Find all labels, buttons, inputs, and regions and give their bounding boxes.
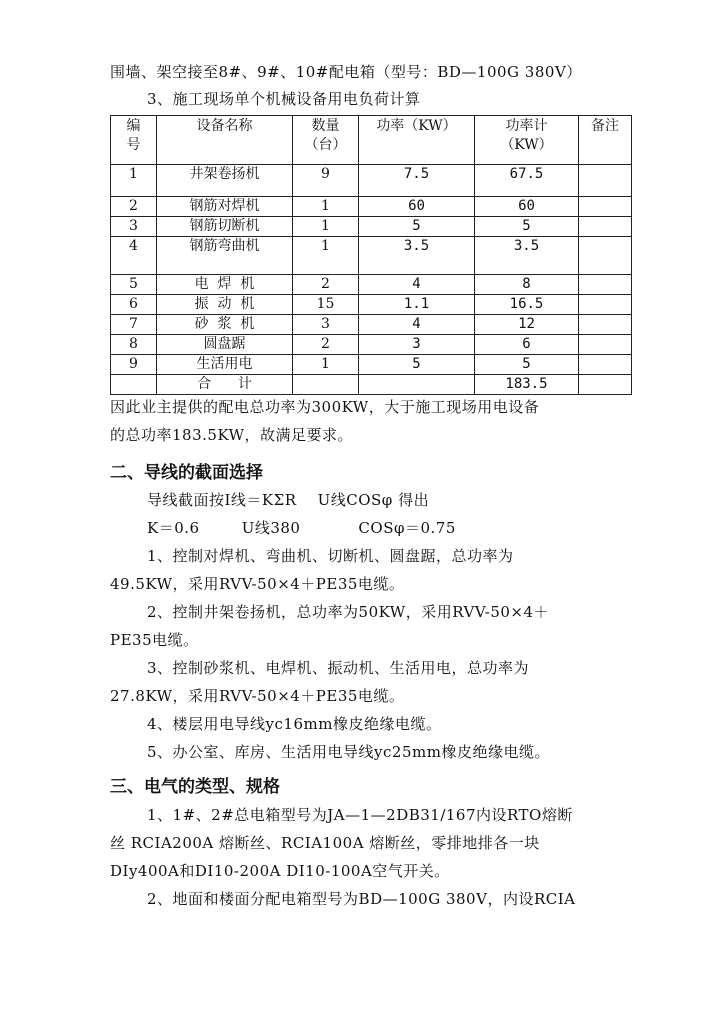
section-3-heading: 三、电气的类型、规格 <box>110 777 280 797</box>
item-2-line-2: PE35电缆。 <box>110 631 199 649</box>
item-4-line: 4、楼层用电导线yc16mm橡皮绝缘电缆。 <box>147 715 442 733</box>
item-3-line-1: 3、控制砂浆机、电焊机、振动机、生活用电，总功率为 <box>147 659 530 677</box>
section-2-heading: 二、导线的截面选择 <box>110 463 263 483</box>
intro-line-1: 围墙、架空接至8#、9#、10#配电箱（型号：BD—100G 380V） <box>110 63 582 81</box>
spec-1-line-3: DIy400A和DI10-200A DI10-100A空气开关。 <box>110 862 450 880</box>
header-no: 编 号 <box>111 116 157 165</box>
spec-1-line-1: 1、1#、2#总电箱型号为JA—1—2DB31/167内设RTO熔断 <box>147 806 573 824</box>
table-row: 6 振 动 机 15 1.1 16.5 <box>111 295 632 315</box>
spec-2-line-1: 2、地面和楼面分配电箱型号为BD—100G 380V，内设RCIA <box>147 890 576 908</box>
table-row: 2 钢筋对焊机 1 60 60 <box>111 197 632 217</box>
load-table <box>110 115 632 395</box>
table-row: 1 井架卷扬机 9 7.5 67.5 <box>111 165 632 197</box>
table-row: 5 电 焊 机 2 4 8 <box>111 275 632 295</box>
table-row: 4 钢筋弯曲机 1 3.5 3.5 <box>111 237 632 275</box>
table-row: 7 砂 浆 机 3 4 12 <box>111 315 632 335</box>
spec-1-line-2: 丝 RCIA200A 熔断丝、RCIA100A 熔断丝，零排地排各一块 <box>110 834 540 852</box>
table-row: 9 生活用电 1 5 5 <box>111 355 632 375</box>
table-row: 8 圆盘踞 2 3 6 <box>111 335 632 355</box>
item-3-line-2: 27.8KW，采用RVV-50×4＋PE35电缆。 <box>110 687 405 705</box>
header-power: 功率（KW） <box>359 116 475 165</box>
conclusion-line-1: 因此业主提供的配电总功率为300KW，大于施工现场用电设备 <box>110 398 540 416</box>
header-count: 数量 （台） <box>293 116 359 165</box>
header-note: 备注 <box>579 116 632 165</box>
sum-total: 183.5 <box>475 375 579 395</box>
sum-label: 合 计 <box>157 375 293 395</box>
table-sum-row <box>111 375 632 395</box>
table-header-row <box>111 116 632 165</box>
params-line: K＝0.6 U线380 COSφ＝0.75 <box>147 519 456 537</box>
table-row: 3 钢筋切断机 1 5 5 <box>111 217 632 237</box>
header-total: 功率计 （KW） <box>475 116 579 165</box>
item-5-line: 5、办公室、库房、生活用电导线yc25mm橡皮绝缘电缆。 <box>147 743 550 761</box>
table-caption: 3、施工现场单个机械设备用电负荷计算 <box>147 90 421 108</box>
item-1-line-2: 49.5KW，采用RVV-50×4＋PE35电缆。 <box>110 575 405 593</box>
header-name: 设备名称 <box>157 116 293 165</box>
formula-line: 导线截面按I线＝KΣR U线COSφ 得出 <box>147 491 430 509</box>
conclusion-line-2: 的总功率183.5KW，故满足要求。 <box>110 426 354 444</box>
item-2-line-1: 2、控制井架卷扬机，总功率为50KW，采用RVV-50×4＋ <box>147 603 550 621</box>
item-1-line-1: 1、控制对焊机、弯曲机、切断机、圆盘踞，总功率为 <box>147 547 514 565</box>
